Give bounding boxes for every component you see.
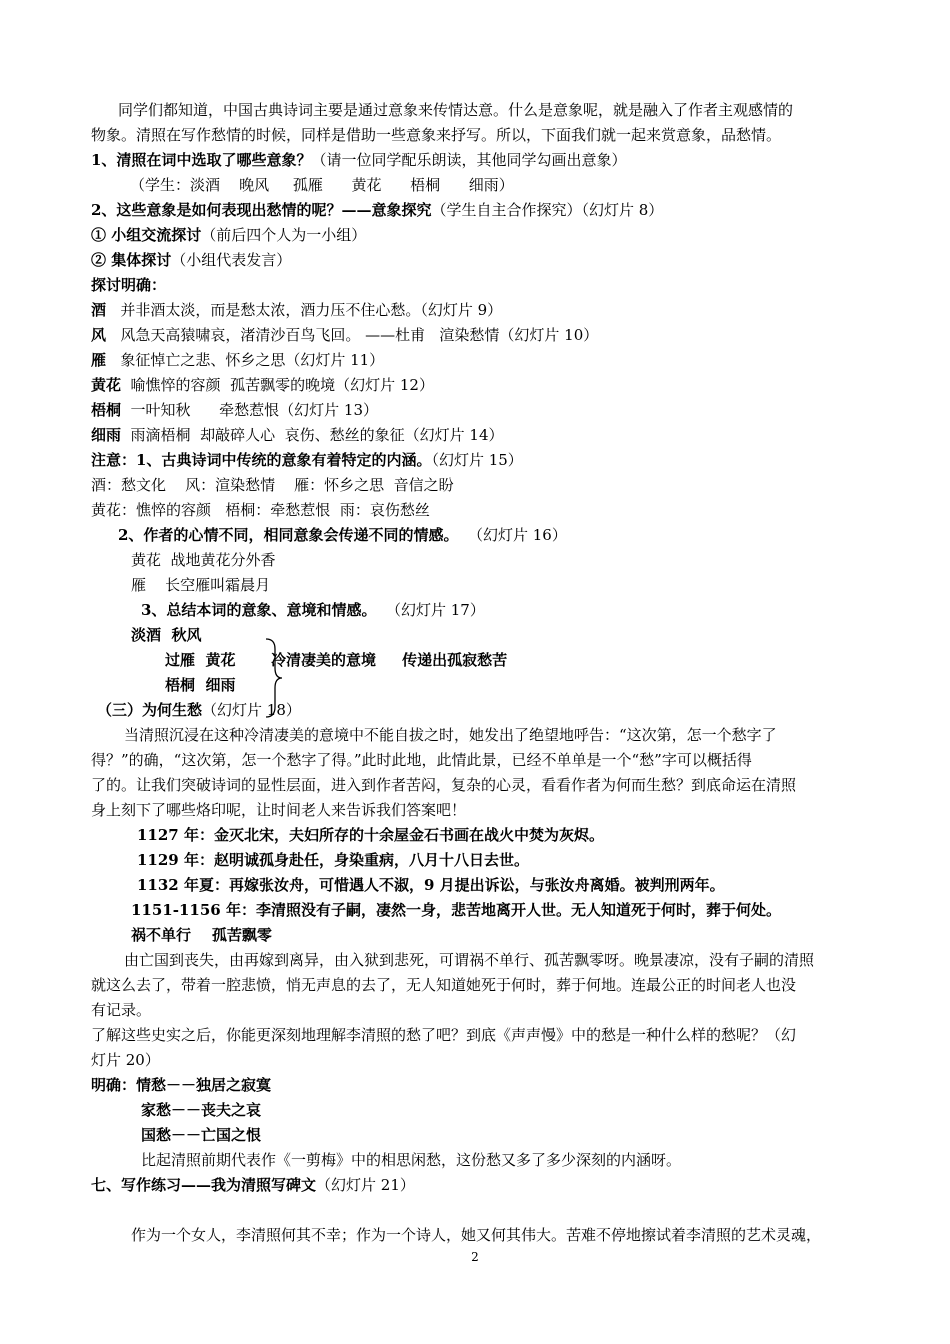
compare-line: 比起清照前期代表作《一剪梅》中的相思闲愁，这份愁又多了多少深刻的内涵呀。 (141, 1151, 682, 1169)
question-2-rest: （学生自主合作探究）（幻灯片 8） (431, 201, 664, 219)
step-1-bold: ① 小组交流探讨 (91, 226, 202, 244)
fate-line-3: 有记录。 (91, 1001, 152, 1019)
note-2-line-3: 雁 长空雁叫霜晨月 (131, 576, 271, 594)
why-line-1: 当清照沉浸在这种冷清凄美的意境中不能自拔之时，她发出了绝望地呼告：“这次第，怎一个愁字了 (124, 726, 777, 744)
summary-images-3: 梧桐 细雨 (165, 676, 236, 694)
image-desc: 一叶知秋 牵愁惹恨（幻灯片 13） (121, 401, 379, 419)
step-2-bold: ② 集体探讨 (91, 251, 172, 269)
image-desc: 雨滴梧桐 却敲碎人心 哀伤、愁丝的象征（幻灯片 14） (121, 426, 504, 444)
step-1-rest: （前后四个人为一小组） (201, 226, 367, 244)
image-item (91, 351, 384, 369)
summary-mood: 冷清凄美的意境 传递出孤寂愁苦 (271, 651, 508, 669)
image-term: 风 (91, 326, 107, 344)
question-1-bold: 1、清照在词中选取了哪些意象？ (91, 151, 312, 169)
image-term: 黄花 (91, 376, 122, 394)
clarify-2-line-2: 家愁－－丧夫之哀 (141, 1101, 262, 1119)
fate-line-2: 就这么去了，带着一腔悲愤，悄无声息的去了，无人知道她死于何时，葬于何地。连最公正的时间老人也没 (91, 976, 797, 994)
section-3-heading (97, 701, 301, 719)
note-2-bold: 2、作者的心情不同，相同意象会传递不同的情感。 (118, 526, 459, 544)
timeline-item: 1132 年夏：再嫁张汝舟，可惜遇人不淑，9 月提出诉讼，与张汝舟离婚。被判刑两年。 (137, 876, 725, 894)
question-1-rest: （请一位同学配乐朗读，其他同学勾画出意象） (311, 151, 627, 169)
timeline-item: 1129 年：赵明诚孤身赴任，身染重病，八月十八日去世。 (137, 851, 529, 869)
section-7-rest: （幻灯片 21） (316, 1176, 415, 1194)
question-1-answer: （学生：淡酒 晚风 孤雁 黄花 梧桐 细雨） (130, 176, 514, 194)
page-number: 2 (471, 1250, 479, 1264)
note-3-rest: （幻灯片 17） (376, 601, 485, 619)
section-7-bold: 七、写作练习——我为清照写碑文 (91, 1176, 317, 1194)
clarify-label: 探讨明确： (91, 276, 167, 294)
question-line-1: 了解这些史实之后，你能更深刻地理解李清照的愁了吧？到底《声声慢》中的愁是一种什么样的愁呢？（幻 (91, 1026, 797, 1044)
image-item (91, 376, 434, 394)
image-desc: 并非酒太淡，而是愁太浓，酒力压不住心愁。（幻灯片 9） (106, 301, 503, 319)
fate-summary: 祸不单行 孤苦飘零 (131, 926, 272, 944)
image-term: 雁 (91, 351, 107, 369)
section-7-heading (91, 1176, 415, 1194)
step-2-rest: （小组代表发言） (171, 251, 292, 269)
note-1-line-3: 黄花：憔悴的容颜 梧桐：牵愁惹恨 雨：哀伤愁丝 (91, 501, 430, 519)
summary-images-2: 过雁 黄花 (165, 651, 236, 669)
image-item (91, 326, 598, 344)
why-line-4: 身上刻下了哪些烙印呢，让时间老人来告诉我们答案吧！ (91, 801, 467, 819)
question-2 (91, 201, 663, 219)
note-3-bold: 3、总结本词的意象、意境和情感。 (141, 601, 377, 619)
intro-line-2: 物象。清照在写作愁情的时候，同样是借助一些意象来抒写。所以，下面我们就一起来赏意象，品愁情。 (91, 126, 782, 144)
image-item (91, 401, 378, 419)
note-1 (91, 451, 523, 469)
image-term: 酒 (91, 301, 107, 319)
question-line-2: 灯片 20） (91, 1051, 160, 1069)
note-3 (141, 601, 485, 619)
intro-line-1: 同学们都知道，中国古典诗词主要是通过意象来传情达意。什么是意象呢，就是融入了作者主观感情的 (118, 101, 794, 119)
note-2-line-2: 黄花 战地黄花分外香 (131, 551, 276, 569)
step-1 (91, 226, 366, 244)
section-3-rest: （幻灯片 18） (202, 701, 301, 719)
note-2-rest: （幻灯片 16） (458, 526, 567, 544)
summary-images-1: 淡酒 秋风 (131, 626, 202, 644)
clarify-2-line-3: 国愁－－亡国之恨 (141, 1126, 262, 1144)
note-2 (118, 526, 567, 544)
image-desc: 喻憔悴的容颜 孤苦飘零的晚境（幻灯片 12） (121, 376, 434, 394)
question-1 (91, 151, 626, 169)
image-item (91, 426, 503, 444)
section-3-bold: （三）为何生愁 (97, 701, 203, 719)
note-1-line-2: 酒：愁文化 风：渲染愁情 雁：怀乡之思 音信之盼 (91, 476, 454, 494)
image-term: 细雨 (91, 426, 122, 444)
timeline-item: 1127 年：金灭北宋，夫妇所存的十余屋金石书画在战火中焚为灰烬。 (137, 826, 604, 844)
why-line-2: 得？”的确，“这次第，怎一个愁字了得。”此时此地，此情此景，已经不单单是一个“愁”字可以概括得 (91, 751, 752, 769)
question-2-bold: 2、这些意象是如何表现出愁情的呢？——意象探究 (91, 201, 432, 219)
fate-line-1: 由亡国到丧失，由再嫁到离异，由入狱到悲死，可谓祸不单行、孤苦飘零呀。晚景凄凉，没有子嗣的清照 (124, 951, 815, 969)
note-1-rest: （幻灯片 15） (431, 451, 523, 469)
last-line: 作为一个女人，李清照何其不幸；作为一个诗人，她又何其伟大。苦难不停地擦试着李清照的艺术灵魂， (131, 1226, 822, 1244)
image-desc: 象征悼亡之悲、怀乡之思（幻灯片 11） (106, 351, 385, 369)
image-term: 梧桐 (91, 401, 122, 419)
image-item (91, 301, 502, 319)
image-desc: 风急天高猿啸哀，渚清沙百鸟飞回。 ——杜甫 渲染愁情（幻灯片 10） (106, 326, 599, 344)
why-line-3: 了的。让我们突破诗词的显性层面，进入到作者苦闷，复杂的心灵，看看作者为何而生愁？到底命运在清照 (91, 776, 797, 794)
timeline-item: 1151-1156 年：李清照没有子嗣，凄然一身，悲苦地离开人世。无人知道死于何时，葬于何处。 (131, 901, 781, 919)
note-1-bold: 注意：1、古典诗词中传统的意象有着特定的内涵。 (91, 451, 432, 469)
clarify-2-line-1: 明确：情愁－－独居之寂寞 (91, 1076, 272, 1094)
step-2 (91, 251, 291, 269)
